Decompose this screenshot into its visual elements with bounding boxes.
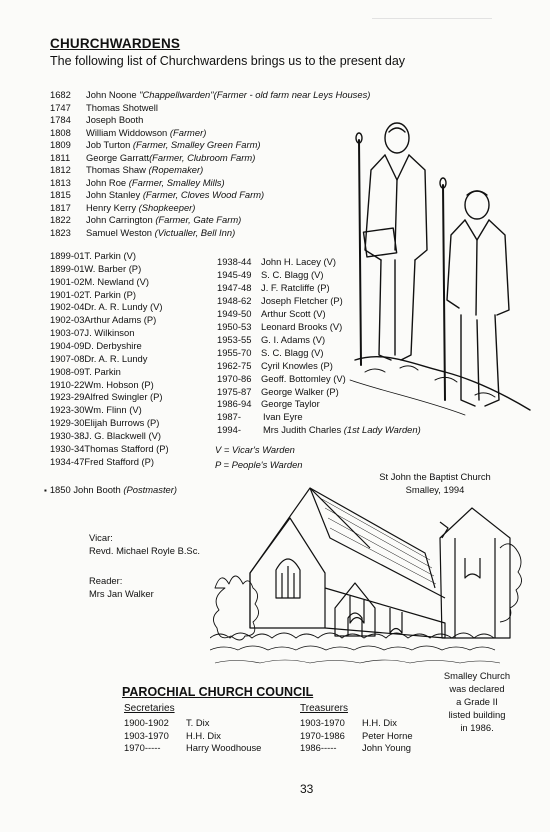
secretary-entry <box>124 742 261 753</box>
warden-entry <box>50 456 154 467</box>
warden-entry <box>50 314 156 325</box>
warden-name: W. Barber (P) <box>84 262 142 274</box>
warden-years: 1930-38 <box>50 429 85 441</box>
warden-entry <box>50 139 261 150</box>
warden-years: 1903-07 <box>50 327 85 339</box>
warden-year: 1822 <box>50 214 71 225</box>
treasurer-entry-name: Peter Horne <box>362 729 413 741</box>
warden-name: Alfred Swingler (P) <box>84 391 163 403</box>
warden-entry <box>50 353 147 364</box>
warden-name: John Stanley <box>86 189 143 200</box>
secretary-entry <box>124 730 221 741</box>
warden-year: 1823 <box>50 226 71 238</box>
warden-years: 1975-87 <box>217 385 252 397</box>
warden-entry <box>50 404 142 415</box>
warden-year: 1809 <box>50 139 71 150</box>
warden-name: T. Parkin (P) <box>84 288 136 300</box>
warden-note: (1st Lady Warden) <box>343 424 421 436</box>
show-through-text <box>342 10 532 19</box>
vicar-block: Vicar: Revd. Michael Royle B.Sc. <box>89 532 200 556</box>
treasurer-entry <box>300 742 411 753</box>
reader-block: Reader: Mrs Jan Walker <box>89 575 154 599</box>
warden-name: J. F. Ratcliffe (P) <box>261 281 330 293</box>
warden-name: Cyril Knowles (P) <box>261 359 333 371</box>
warden-name: Elijah Burrows (P) <box>84 417 160 429</box>
warden-years: 1987- <box>217 411 241 423</box>
treasurer-entry-name: John Young <box>362 742 412 753</box>
warden-name: Fred Stafford (P) <box>84 455 155 467</box>
warden-name: Henry Kerry <box>86 201 139 213</box>
warden-years: 1899-01 <box>50 262 85 274</box>
warden-note: (Shopkeeper) <box>138 201 196 213</box>
warden-name: Arthur Adams (P) <box>84 314 157 326</box>
warden-years: 1938-44 <box>217 256 252 267</box>
warden-year: 1682 <box>50 89 71 100</box>
warden-note: (Farmer, Gate Farm) <box>155 214 242 225</box>
warden-years: 1923-29 <box>50 391 85 403</box>
secretary-entry <box>124 717 209 728</box>
warden-entry <box>50 164 203 175</box>
warden-years: 1986-94 <box>217 398 252 410</box>
warden-name: Mrs Judith Charles <box>263 424 344 436</box>
warden-years: 1901-02 <box>50 288 85 300</box>
warden-note: (Farmer, Smalley Green Farm) <box>132 139 261 150</box>
warden-entry <box>50 276 149 287</box>
warden-name: Dr. A. R. Lundy (V) <box>84 301 163 313</box>
warden-entry <box>217 398 320 409</box>
warden-entry <box>50 366 121 377</box>
treasurer-entry <box>300 730 413 741</box>
warden-entry <box>50 202 195 213</box>
warden-name: Samuel Weston <box>86 226 155 238</box>
warden-entry <box>50 227 235 238</box>
warden-years: 1934-47 <box>50 455 85 467</box>
warden-years: 1962-75 <box>217 359 252 371</box>
warden-years: 1945-49 <box>217 268 252 280</box>
warden-years: 1907-08 <box>50 352 85 364</box>
warden-name: Thomas Shaw <box>86 164 149 175</box>
warden-name: George Taylor <box>261 398 320 410</box>
warden-years: 1950-53 <box>217 320 252 332</box>
warden-years: 1948-62 <box>217 294 252 306</box>
warden-entry <box>217 347 324 358</box>
page-number: 33 <box>300 782 314 796</box>
warden-entry <box>50 152 255 163</box>
warden-years: 1902-04 <box>50 301 85 313</box>
warden-years: 1949-50 <box>217 307 252 319</box>
secretary-entry-name: Harry Woodhouse <box>186 742 262 753</box>
warden-name: William Widdowson <box>86 126 170 138</box>
warden-years: 1901-02 <box>50 275 85 287</box>
warden-name: Wm. Flinn (V) <box>84 404 142 416</box>
warden-entry <box>50 301 163 312</box>
warden-entry <box>217 386 339 397</box>
warden-entry <box>50 250 136 261</box>
warden-name: Wm. Hobson (P) <box>84 378 154 390</box>
warden-year: 1813 <box>50 176 71 188</box>
treasurer-entry <box>300 717 397 728</box>
legend-people: P = People's Warden <box>215 459 303 470</box>
treasurers-heading: Treasurers <box>300 703 348 714</box>
warden-note: (Victualler, Bell Inn) <box>154 226 236 238</box>
warden-years: 1994- <box>217 424 241 436</box>
warden-name: T. Parkin <box>84 365 121 377</box>
warden-note: (Farmer, Cloves Wood Farm) <box>142 189 265 200</box>
warden-entry <box>50 89 370 100</box>
secretary-entry-years: 1903-1970 <box>124 729 169 741</box>
warden-entry <box>217 308 326 319</box>
warden-entry <box>217 256 336 267</box>
warden-name: Dr. A. R. Lundy <box>84 352 148 364</box>
warden-year: 1808 <box>50 126 71 138</box>
warden-name: John H. Lacey (V) <box>261 256 337 267</box>
warden-entry <box>50 127 206 138</box>
listed-building-note: Smalley Church was declared a Grade II listed building in 1986. <box>443 670 511 733</box>
treasurer-entry-years: 1970-1986 <box>300 729 345 741</box>
warden-name: Job Turton <box>86 139 133 150</box>
warden-name: S. C. Blagg (V) <box>261 346 324 358</box>
warden-name: Ivan Eyre <box>263 411 303 423</box>
warden-entry <box>50 391 163 402</box>
warden-name: Thomas Stafford (P) <box>84 442 169 454</box>
warden-entry <box>50 263 141 274</box>
warden-entry <box>217 295 343 306</box>
secretary-entry-name: T. Dix <box>186 717 210 728</box>
warden-years: 1904-09 <box>50 339 85 351</box>
warden-years: 1953-55 <box>217 333 252 345</box>
warden-entry <box>217 411 303 422</box>
treasurer-entry-name: H.H. Dix <box>362 717 397 728</box>
warden-entry <box>50 102 158 113</box>
warden-year: 1784 <box>50 114 71 125</box>
warden-note: "Chappellwarden"(Farmer - old farm near Leys Houses) <box>139 89 371 100</box>
warden-years: 1899-01 <box>50 250 85 261</box>
page-subtitle: The following list of Churchwardens brings us to the present day <box>50 54 406 68</box>
warden-year: 1817 <box>50 201 71 213</box>
warden-year: 1747 <box>50 101 71 113</box>
warden-name: G. I. Adams (V) <box>261 333 326 345</box>
warden-name: T. Parkin (V) <box>84 250 136 261</box>
warden-year: 1815 <box>50 189 71 200</box>
warden-years: 1970-86 <box>217 372 252 384</box>
warden-entry <box>217 321 342 332</box>
warden-note: (Ropemaker) <box>148 164 204 175</box>
warden-year: 1812 <box>50 164 71 175</box>
warden-note: (Farmer, Clubroom Farm) <box>149 151 256 163</box>
legend-vicar: V = Vicar's Warden <box>215 444 295 455</box>
warden-entry <box>50 430 161 441</box>
warden-name: John Carrington <box>86 214 156 225</box>
warden-name: S. C. Blagg (V) <box>261 268 324 280</box>
warden-entry <box>50 177 225 188</box>
warden-entry <box>50 114 143 125</box>
warden-years: 1930-34 <box>50 442 85 454</box>
warden-years: 1910-22 <box>50 378 85 390</box>
warden-entry <box>50 417 159 428</box>
page-title: CHURCHWARDENS <box>50 36 181 51</box>
secretary-entry-years: 1900-1902 <box>124 717 169 728</box>
churchwardens-illustration <box>345 110 535 430</box>
warden-name: D. Derbyshire <box>84 339 142 351</box>
pcc-title: PAROCHIAL CHURCH COUNCIL <box>122 685 314 699</box>
warden-name: Arthur Scott (V) <box>261 307 326 319</box>
warden-name: John Noone <box>86 89 140 100</box>
warden-name: Leonard Brooks (V) <box>261 320 343 332</box>
warden-years: 1908-09 <box>50 365 85 377</box>
warden-entry <box>50 379 154 390</box>
warden-entry <box>50 289 136 300</box>
warden-entry <box>50 214 241 225</box>
warden-name: J. Wilkinson <box>84 327 135 339</box>
warden-note: (Farmer, Smalley Mills) <box>128 176 225 188</box>
warden-year: 1811 <box>50 151 71 163</box>
warden-note: (Farmer) <box>169 126 207 138</box>
warden-entry <box>217 282 330 293</box>
warden-entry <box>217 360 333 371</box>
secretary-entry-name: H.H. Dix <box>186 729 221 741</box>
warden-name: George Garratt <box>86 151 150 163</box>
warden-name: Joseph Fletcher (P) <box>261 294 343 306</box>
warden-entry <box>50 189 264 200</box>
warden-entry <box>50 340 142 351</box>
warden-years: 1947-48 <box>217 281 252 293</box>
warden-years: 1955-70 <box>217 346 252 358</box>
warden-years: 1929-30 <box>50 417 85 429</box>
warden-entry <box>217 269 324 280</box>
warden-name: Thomas Shotwell <box>86 101 158 113</box>
warden-name: J. G. Blackwell (V) <box>84 429 161 441</box>
secretary-entry-years: 1970----- <box>124 742 161 753</box>
warden-name: Geoff. Bottomley (V) <box>261 372 346 384</box>
warden-name: M. Newland (V) <box>84 275 150 287</box>
warden-entry <box>217 373 346 384</box>
warden-years: 1902-03 <box>50 314 85 326</box>
warden-entry <box>50 327 134 338</box>
church-caption: St John the Baptist Church Smalley, 1994 <box>379 471 491 495</box>
church-illustration <box>210 478 525 678</box>
warden-entry <box>50 443 169 454</box>
warden-name: George Walker (P) <box>261 385 339 397</box>
booth-entry: ▪ 1850 John Booth (Postmaster) <box>44 484 178 495</box>
warden-years: 1923-30 <box>50 404 85 416</box>
secretaries-heading: Secretaries <box>124 703 175 714</box>
treasurer-entry-years: 1986----- <box>300 742 337 753</box>
warden-name: Joseph Booth <box>86 114 144 125</box>
warden-name: John Roe <box>86 176 129 188</box>
warden-entry <box>217 334 325 345</box>
treasurer-entry-years: 1903-1970 <box>300 717 345 728</box>
